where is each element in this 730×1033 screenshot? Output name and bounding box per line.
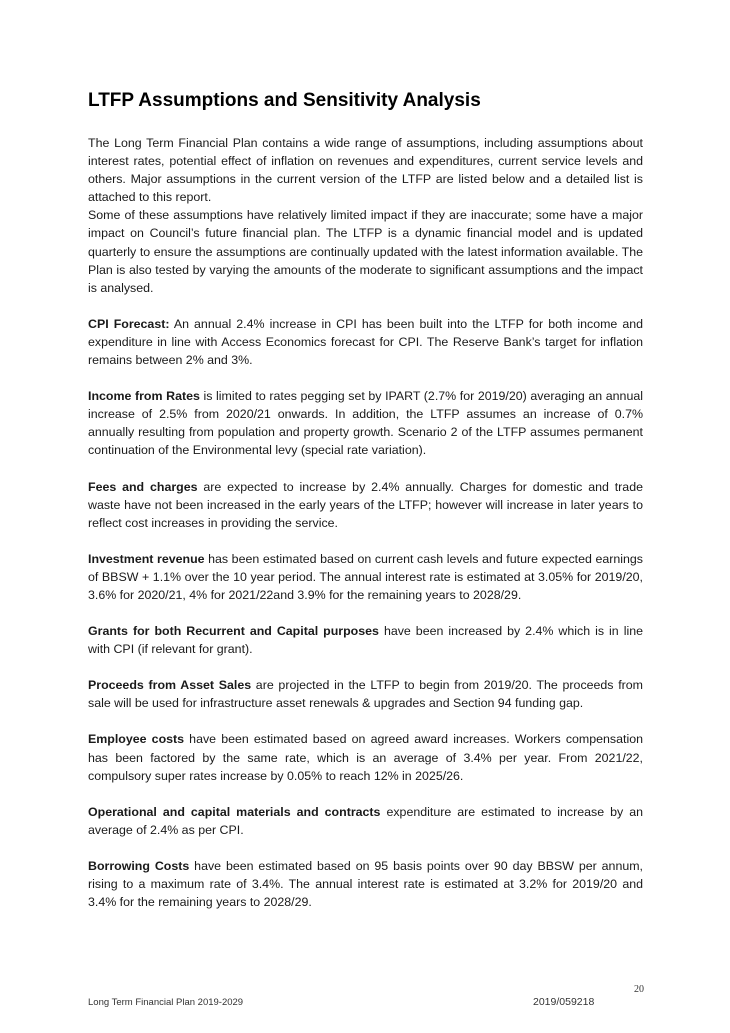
document-body	[88, 134, 643, 911]
section-proceeds-from-asset-sales	[88, 676, 643, 712]
section-heading: Grants for both Recurrent and Capital purposes	[88, 624, 379, 639]
section-operational-materials	[88, 803, 643, 839]
section-grants	[88, 622, 643, 658]
section-cpi-forecast	[88, 315, 643, 369]
section-text: are projected in the LTFP to begin from 2019/20. The proceeds from sale will be used for infrastructure asset renewals & upgrades and Section 94 funding gap.	[88, 678, 643, 711]
section-fees-and-charges	[88, 478, 643, 532]
section-heading: CPI Forecast:	[88, 316, 170, 331]
section-heading: Proceeds from Asset Sales	[88, 678, 252, 693]
footer-reference-number: 2019/059218	[533, 996, 595, 1008]
page-title: LTFP Assumptions and Sensitivity Analysis	[88, 90, 481, 111]
section-text: has been estimated based on current cash levels and future expected earnings of BBSW + 1.1% over the 10 year period. The annual interest rate is estimated at 3.05% for 2019/20, 3.6% for 2020/21, 4% for 2021/22and 3.9% for the remaining years to 2028/29.	[88, 551, 643, 602]
section-heading: Employee costs	[88, 732, 185, 747]
page-number: 20	[634, 984, 644, 995]
section-text: is limited to rates pegging set by IPART (2.7% for 2019/20) averaging an annual increase of 2.5% from 2020/21 onwards. In addition, the LTFP assumes an increase of 0.7% annually resulting from population and property growth. Scenario 2 of the LTFP assumes permanent continuation of the Environmental levy (special rate variation).	[88, 389, 643, 458]
section-text: An annual 2.4% increase in CPI has been built into the LTFP for both income and expenditure in line with Access Economics forecast for CPI. The Reserve Bank’s target for inflation remains between 2% and 3%.	[88, 316, 644, 368]
section-heading: Operational and capital materials and contracts	[88, 804, 381, 819]
intro-paragraph-1: The Long Term Financial Plan contains a wide range of assumptions, including assumptions about interest rates, potential effect of inflation on revenues and expenditures, current service levels and others. Major assumptions in the current version of the LTFP are listed below and a detailed list is attached to this report.	[88, 136, 643, 205]
section-heading: Fees and charges	[88, 479, 198, 494]
footer-document-title: Long Term Financial Plan 2019-2029	[88, 997, 244, 1008]
section-text: are expected to increase by 2.4% annually. Charges for domestic and trade waste have not been increased in the early years of the LTFP; however will increase in later years to reflect cost increases in providing the service.	[88, 479, 643, 530]
section-text: expenditure are estimated to increase by an average of 2.4% as per CPI.	[88, 804, 643, 837]
section-employee-costs	[88, 730, 643, 784]
section-investment-revenue	[88, 550, 643, 604]
intro-paragraph-2: Some of these assumptions have relatively limited impact if they are inaccurate; some have a major impact on Council’s future financial plan. The LTFP is a dynamic financial model and is updated quarterly to ensure the assumptions are continually updated with the latest information available. The Plan is also tested by varying the amounts of the moderate to significant assumptions and the impact is analysed.	[88, 208, 643, 295]
section-text: have been estimated based on 95 basis points over 90 day BBSW per annum, rising to a maximum rate of 3.4%. The annual interest rate is estimated at 3.2% for 2019/20 and 3.4% for the remaining years to 2028/29.	[88, 858, 643, 910]
section-heading: Income from Rates	[88, 389, 200, 404]
section-heading: Borrowing Costs	[88, 858, 190, 873]
section-heading: Investment revenue	[88, 551, 205, 566]
section-text: have been estimated based on agreed award increases. Workers compensation has been factored by the same rate, which is an average of 3.4% per year. From 2021/22, compulsory super rates increase by 0.05% to reach 12% in 2025/26.	[88, 732, 643, 783]
section-borrowing-costs	[88, 857, 643, 911]
section-income-from-rates	[88, 387, 643, 459]
section-text: have been increased by 2.4% which is in line with CPI (if relevant for grant).	[88, 624, 643, 657]
